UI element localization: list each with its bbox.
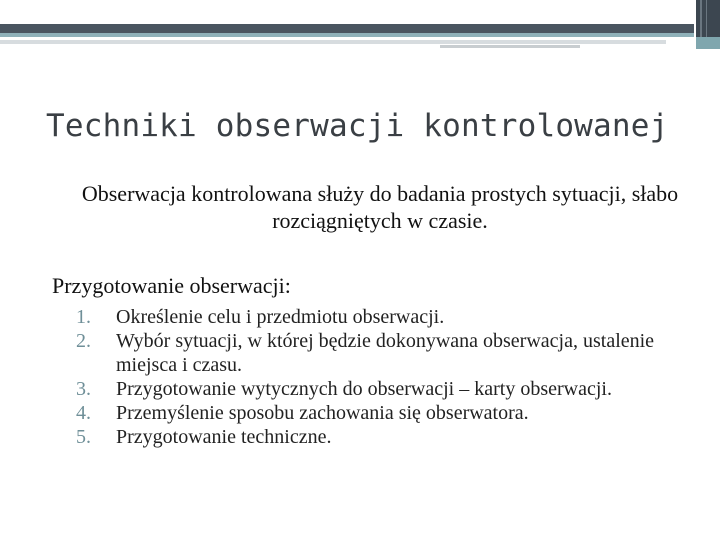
list-item-text: Przygotowanie wytycznych do obserwacji – karty obserwacji.	[116, 378, 612, 400]
list-number: 1.	[76, 306, 91, 328]
list-item-text: Przemyślenie sposobu zachowania się obserwatora.	[116, 402, 529, 424]
list-number: 2.	[76, 330, 91, 352]
list-item	[76, 401, 696, 425]
list-item	[76, 305, 696, 329]
header-bar-teal	[0, 33, 694, 37]
list-number: 4.	[76, 402, 91, 424]
section-heading: Przygotowanie obserwacji:	[52, 273, 291, 298]
list-item-text: Wybór sytuacji, w której będzie dokonywana obserwacja, ustalenie miejsca i czasu.	[116, 330, 655, 376]
corner-teal-block	[696, 37, 720, 49]
list-item	[76, 329, 696, 377]
corner-line	[700, 0, 702, 37]
list-item-text: Przygotowanie techniczne.	[116, 426, 332, 448]
steps-list	[76, 305, 696, 449]
list-item	[76, 377, 696, 401]
intro-paragraph: Obserwacja kontrolowana służy do badania prostych sytuacji, słabo rozciągniętych w czasie.	[81, 181, 679, 233]
header-bar-accent	[440, 45, 580, 48]
list-item-text: Określenie celu i przedmiotu obserwacji.	[116, 306, 445, 328]
slide-title: Techniki obserwacji kontrolowanej	[46, 108, 669, 144]
header-bar-light	[0, 40, 666, 44]
list-number: 5.	[76, 426, 91, 448]
corner-line	[706, 0, 707, 37]
list-item	[76, 425, 696, 449]
list-number: 3.	[76, 378, 91, 400]
header-bar-dark	[0, 24, 694, 33]
